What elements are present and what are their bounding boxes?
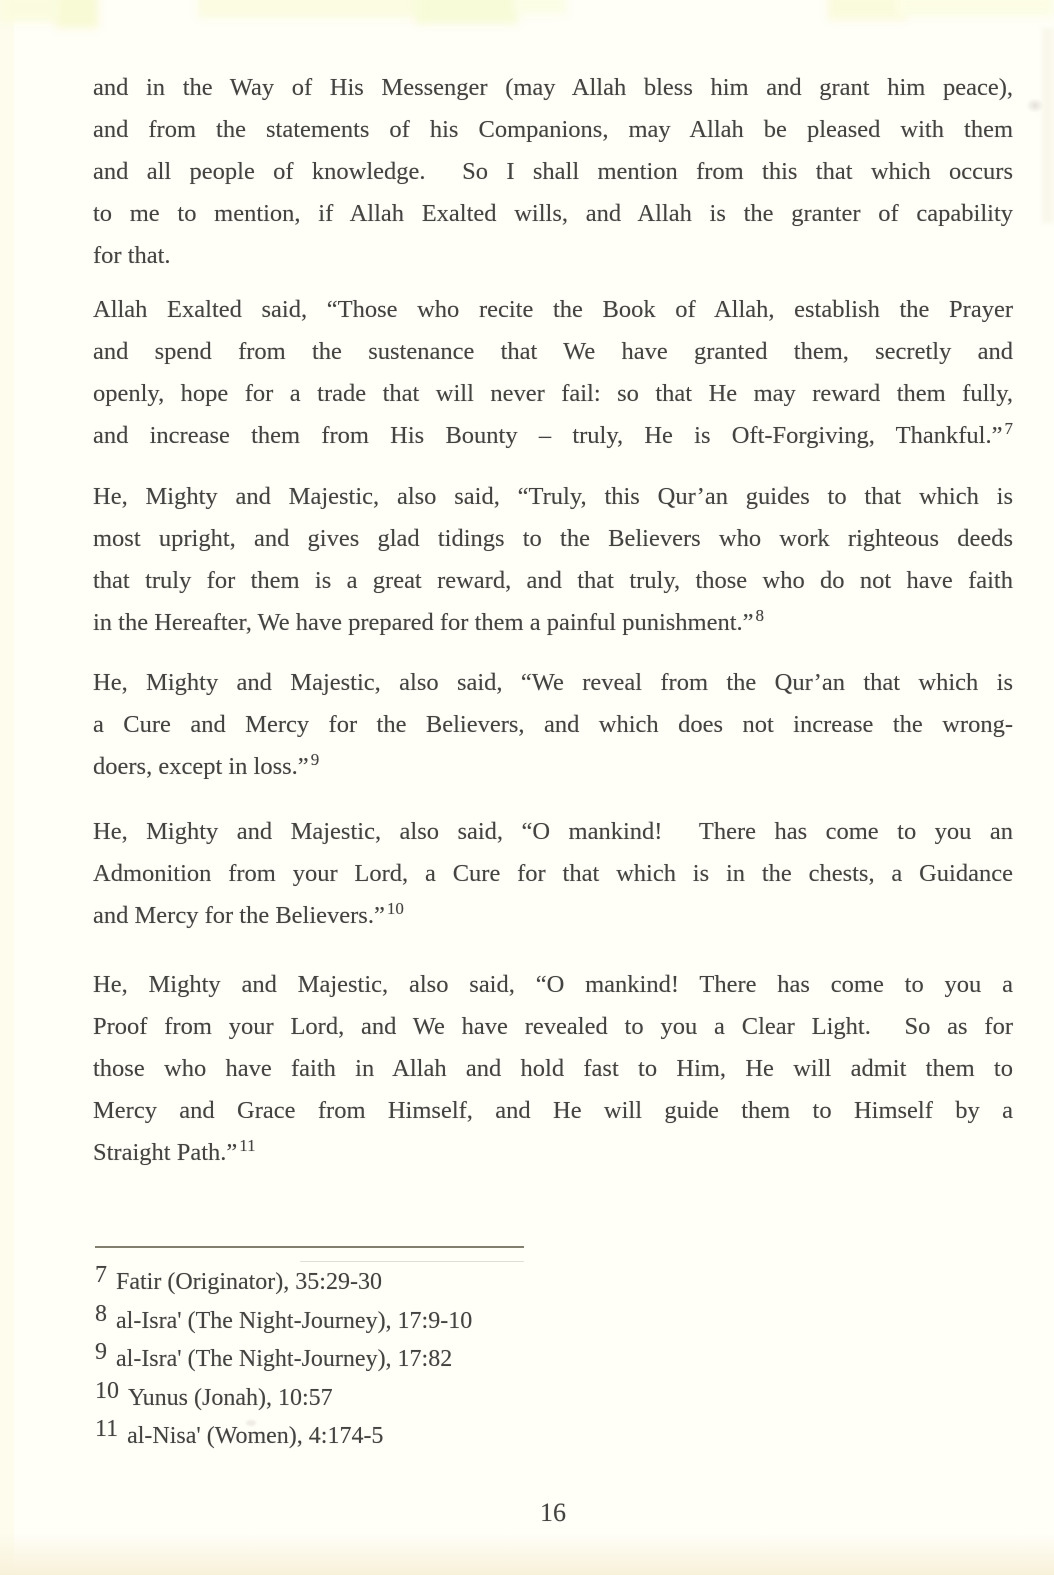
body-paragraph	[93, 811, 1013, 937]
footnote-text: Fatir (Originator), 35:29-30	[116, 1269, 382, 1295]
text-line: and spend from the sustenance that We have granted them, secretly and	[93, 338, 1013, 365]
text-line: those who have faith in Allah and hold fast to Him, He will admit them to	[93, 1055, 1013, 1082]
text-line: openly, hope for a trade that will never fail: so that He may reward them fully,	[93, 380, 1013, 407]
footnote-item	[95, 1302, 855, 1341]
text-line: Proof from your Lord, and We have revealed to you a Clear Light. So as for	[93, 1013, 1013, 1040]
text-line: and increase them from His Bounty – truly, He is Oft-Forgiving, Thankful.” $^7$	[93, 419, 1013, 449]
footnote-marker: 8	[95, 1300, 107, 1327]
text-line: and from the statements of his Companions, may Allah be pleased with them	[93, 116, 1013, 143]
text-line: and Mercy for the Believers.” $^{10}$	[93, 899, 404, 929]
footnote-divider	[95, 1246, 524, 1248]
text-line: that truly for them is a great reward, and that truly, those who do not have faith	[93, 567, 1013, 594]
footnote-text: al-Nisa' (Women), 4:174-5	[127, 1423, 384, 1449]
scan-artifact-top-edge	[896, 0, 1054, 16]
footnote-divider-echo	[300, 1261, 524, 1262]
body-paragraph	[93, 964, 1013, 1174]
text-line: doers, except in loss.” $^9$	[93, 750, 320, 780]
footnote-ref: 9	[310, 750, 320, 769]
text-line: and in the Way of His Messenger (may Allah bless him and grant him peace),	[93, 74, 1013, 101]
footnote-text: Yunus (Jonah), 10:57	[128, 1384, 333, 1411]
text-line: Admonition from your Lord, a Cure for that which is in the chests, a Guidance	[93, 860, 1013, 887]
footnote-ref: 7	[1004, 419, 1013, 438]
body-paragraph	[93, 67, 1013, 277]
scan-artifact-top-edge	[198, 0, 426, 18]
scan-artifact-top-edge	[514, 0, 566, 14]
scan-artifact-smudge	[1026, 98, 1044, 113]
footnotes	[95, 1263, 855, 1456]
scan-artifact-bottom-band	[0, 1534, 1054, 1575]
text-line: in the Hereafter, We have prepared for them a painful punishment.” $^8$	[93, 606, 765, 636]
footnote-ref: 10	[386, 899, 404, 918]
text-line: Allah Exalted said, “Those who recite the Book of Allah, establish the Prayer	[93, 296, 1013, 323]
body-paragraph	[93, 476, 1013, 644]
footnote-marker: 10	[95, 1377, 119, 1404]
body-paragraph	[93, 662, 1013, 788]
text-line: He, Mighty and Majestic, also said, “We reveal from the Qur’an that which is	[93, 669, 1013, 696]
footnote-item	[95, 1340, 855, 1379]
text-line: He, Mighty and Majestic, also said, “O mankind! There has come to you an	[93, 818, 1013, 845]
scan-artifact-top-edge	[828, 0, 906, 20]
scan-artifact-top-edge	[0, 0, 58, 22]
scan-artifact-top-edge	[56, 0, 98, 28]
footnote-ref: 8	[755, 606, 765, 625]
page-number: 16	[540, 1498, 566, 1527]
footnote-item	[95, 1417, 855, 1456]
scan-artifact-left-edge	[0, 0, 14, 1575]
scan-artifact-top-edge	[416, 0, 518, 24]
text-line: to me to mention, if Allah Exalted wills, and Allah is the granter of capability	[93, 200, 1013, 227]
footnote-marker: 9	[95, 1339, 107, 1365]
text-line: for that.	[93, 242, 171, 269]
footnote-marker: 7	[95, 1262, 107, 1288]
footnote-marker: 11	[95, 1416, 119, 1442]
text-line: He, Mighty and Majestic, also said, “Truly, this Qur’an guides to that which is	[93, 483, 1013, 510]
text-line: He, Mighty and Majestic, also said, “O mankind! There has come to you a	[93, 971, 1013, 998]
text-line: and all people of knowledge. So I shall mention from this that which occurs	[93, 158, 1013, 185]
footnote-item	[95, 1379, 855, 1418]
body-paragraph	[93, 289, 1013, 457]
text-line: a Cure and Mercy for the Believers, and which does not increase the wrong-	[93, 711, 1013, 738]
text-line: Mercy and Grace from Himself, and He will guide them to Himself by a	[93, 1097, 1013, 1124]
text-line: Straight Path.” $^{11}$	[93, 1136, 256, 1166]
footnote-text: al-Isra' (The Night-Journey), 17:82	[116, 1346, 453, 1372]
footnote-item	[95, 1263, 855, 1302]
text-line: most upright, and gives glad tidings to the Believers who work righteous deeds	[93, 525, 1013, 552]
scan-artifact-right-edge	[1042, 28, 1054, 223]
footnote-ref: 11	[239, 1136, 256, 1155]
footnote-text: al-Isra' (The Night-Journey), 17:9-10	[116, 1307, 473, 1334]
